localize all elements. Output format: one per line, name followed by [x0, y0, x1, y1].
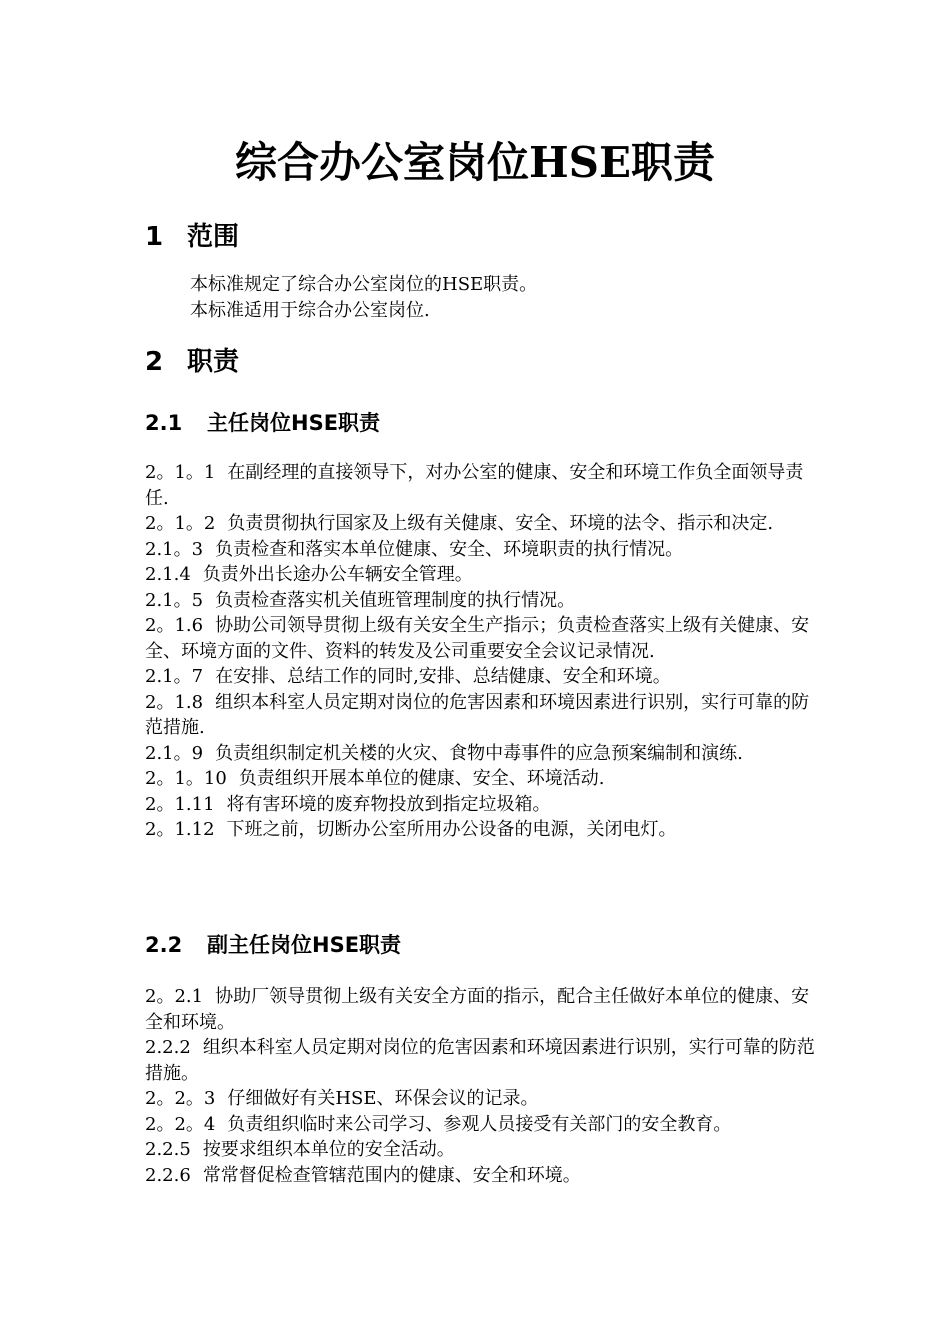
duty-text: 负责贯彻执行国家及上级有关健康、安全、环境的法令、指示和决定. — [227, 513, 774, 534]
duty-item — [145, 1163, 820, 1189]
duty-number: 2。1.11 — [145, 793, 215, 815]
duty-text: 负责组织临时来公司学习、参观人员接受有关部门的安全教育。 — [227, 1113, 732, 1135]
duty-item — [145, 1137, 820, 1163]
duty-text: 负责组织制定机关楼的火灾、食物中毒事件的应急预案编制和演练. — [215, 742, 743, 764]
duty-number: 2。1。1 — [145, 462, 216, 483]
duty-item — [145, 792, 820, 818]
duty-number: 2。2.1 — [145, 986, 204, 1007]
duty-number: 2。2。3 — [145, 1088, 216, 1109]
duty-number: 2.1。9 — [145, 742, 204, 764]
duty-item — [145, 1112, 820, 1138]
subsection-2-1-heading — [145, 408, 380, 438]
duty-text: 组织本科室人员定期对岗位的危害因素和环境因素进行识别，实行可靠的防范措施。 — [145, 1037, 815, 1084]
section-title: 范围 — [187, 222, 240, 252]
subsection-number: 2.1 — [145, 411, 183, 435]
duty-number: 2.1.4 — [145, 564, 191, 585]
duty-item — [145, 562, 820, 588]
duty-item — [145, 511, 820, 537]
duty-text: 负责检查和落实本单位健康、安全、环境职责的执行情况。 — [215, 538, 684, 560]
duty-text: 按要求组织本单位的安全活动。 — [202, 1139, 455, 1160]
duty-number: 2.1。5 — [145, 589, 204, 611]
scope-line: 本标准适用于综合办公室岗位. — [190, 300, 430, 321]
duty-item — [145, 984, 820, 1035]
duty-item — [145, 664, 820, 690]
duty-item — [145, 460, 820, 511]
subsection-number: 2.2 — [145, 933, 183, 957]
duty-number: 2。1.12 — [145, 819, 215, 840]
duty-text: 仔细做好有关HSE、环保会议的记录。 — [227, 1088, 539, 1109]
subsection-2-2-heading — [145, 930, 401, 960]
duty-text: 常常督促检查管辖范围内的健康、安全和环境。 — [202, 1164, 581, 1186]
duty-item — [145, 766, 820, 792]
scope-line: 本标准规定了综合办公室岗位的HSE职责。 — [190, 274, 538, 295]
duty-text: 负责组织开展本单位的健康、安全、环境活动. — [238, 768, 605, 789]
deputy-duties-list — [145, 984, 820, 1188]
duty-text: 在安排、总结工作的同时,安排、总结健康、安全和环境。 — [215, 666, 671, 687]
duty-item — [145, 613, 820, 664]
document-title: 综合办公室岗位HSE职责 — [234, 138, 716, 187]
section-2-heading — [145, 345, 239, 379]
subsection-title: 主任岗位HSE职责 — [207, 411, 381, 435]
duty-text: 将有害环境的废弃物投放到指定垃圾箱。 — [226, 793, 551, 815]
duty-text: 协助公司领导贯彻上级有关安全生产指示；负责检查落实上级有关健康、安全、环境方面的文件、资料的转发及公司重要安全会议记录情况. — [145, 615, 810, 662]
duty-number: 2。1。10 — [145, 768, 227, 789]
duty-number: 2。1.6 — [145, 615, 204, 636]
duty-number: 2。1。2 — [145, 513, 216, 534]
duty-text: 负责外出长途办公车辆安全管理。 — [202, 564, 473, 585]
section-title: 职责 — [187, 347, 240, 377]
duty-number: 2.2.5 — [145, 1139, 191, 1160]
duty-item — [145, 1035, 820, 1086]
duty-text: 负责检查落实机关值班管理制度的执行情况。 — [215, 589, 576, 611]
director-duties-list — [145, 460, 820, 843]
duty-number: 2。2。4 — [145, 1113, 216, 1135]
duty-text: 组织本科室人员定期对岗位的危害因素和环境因素进行识别，实行可靠的防范措施. — [145, 691, 810, 738]
duty-number: 2.2.2 — [145, 1037, 191, 1058]
duty-text: 下班之前，切断办公室所用办公设备的电源，关闭电灯。 — [226, 819, 677, 840]
section-number: 1 — [145, 222, 164, 252]
duty-item — [145, 817, 820, 843]
duty-text: 在副经理的直接领导下，对办公室的健康、安全和环境工作负全面领导责任. — [145, 462, 804, 509]
duty-item — [145, 537, 820, 563]
section-number: 2 — [145, 347, 164, 377]
duty-number: 2.1。3 — [145, 538, 204, 560]
duty-item — [145, 690, 820, 741]
duty-number: 2。1.8 — [145, 691, 204, 713]
section-1-heading — [145, 220, 239, 254]
scope-text — [190, 272, 830, 324]
duty-item — [145, 741, 820, 767]
duty-number: 2.2.6 — [145, 1164, 191, 1186]
subsection-title: 副主任岗位HSE职责 — [207, 933, 402, 957]
duty-item — [145, 1086, 820, 1112]
duty-text: 协助厂领导贯彻上级有关安全方面的指示，配合主任做好本单位的健康、安全和环境。 — [145, 986, 810, 1033]
duty-number: 2.1。7 — [145, 666, 204, 687]
duty-item — [145, 588, 820, 614]
